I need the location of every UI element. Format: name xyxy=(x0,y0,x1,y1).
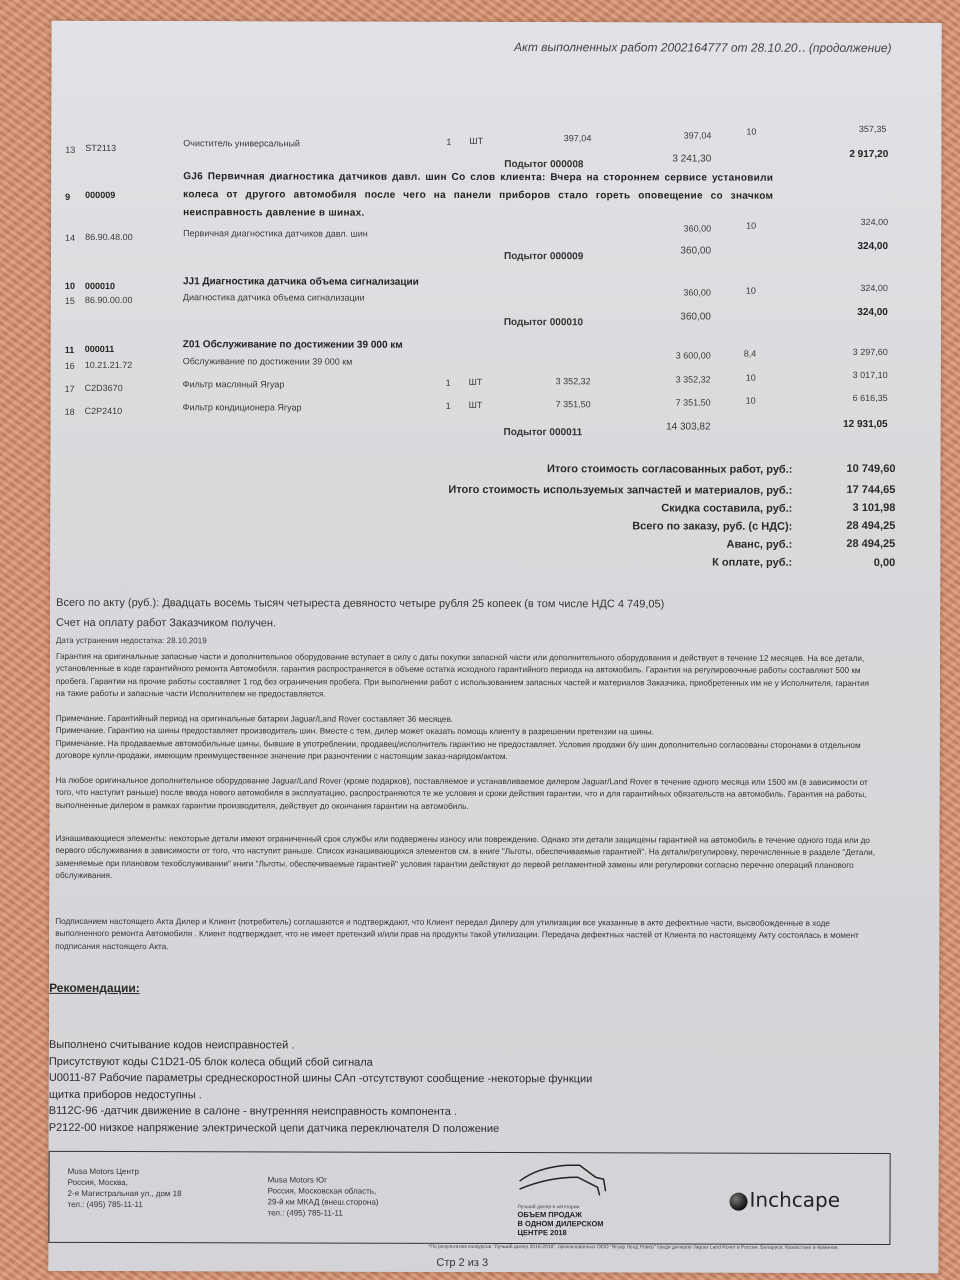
item-sum: 7 351,50 xyxy=(675,397,711,408)
total-value: 28 494,25 xyxy=(846,537,896,551)
item-qty: 1 xyxy=(446,136,452,147)
item-qty: 1 xyxy=(445,400,451,411)
service-number: 9 xyxy=(65,191,71,202)
footnote: *По результатам конкурсов "Лучший дилер 2016-2018", организованных ООО "Ягуар Ленд Ровер" среди дилеров Jaguar Land Rover в России, Беларуси, Казахстане и Армении. xyxy=(428,1243,839,1251)
total-value: 0,00 xyxy=(873,556,896,570)
branch-address: 29-й км МКАД (внеш.сторона) xyxy=(267,1197,379,1207)
disposal-paragraph: Подписанием настоящего Акта Дилер и Клиент (потребитель) соглашаются и подтверждают, что Клиент передал Дилеру для утилизации все указанные в акте дефектные части, высвобожденные в ходе выполненного ремонта Автомобиля . Клиент подтверждает, что не имеет претензий и/или прав на продукты такой утилизации. Передача дефектных частей от Клиента по настоящему Акту состоялась в момент подписания настоящего Акта. xyxy=(55,916,859,951)
branch-phone: тел.: (495) 785-11-11 xyxy=(267,1208,343,1218)
item-total: 324,00 xyxy=(860,282,888,294)
item-code: 86.90.48.00 xyxy=(85,231,133,243)
branch-name: Musa Motors Юг xyxy=(267,1175,328,1185)
item-unit: ШТ xyxy=(468,376,483,387)
item-sum: 397,04 xyxy=(683,130,712,141)
service-title: JJ1 Диагностика датчика объема сигнализации xyxy=(182,276,419,288)
total-label: Скидка составила, руб.: xyxy=(661,502,793,515)
item-discount: 8,4 xyxy=(743,348,757,359)
line-number: 18 xyxy=(64,406,75,417)
item-sum: 3 352,32 xyxy=(675,374,711,385)
item-total: 6 616,35 xyxy=(852,392,888,404)
subtotal-sum: 3 241,30 xyxy=(672,153,712,165)
total-value: 17 744,65 xyxy=(846,483,896,497)
subtotal-label: Подытог 000009 xyxy=(504,251,584,263)
total-label: Всего по заказу, руб. (с НДС): xyxy=(632,520,793,533)
item-name: Первичная диагностика датчиков давл. шин xyxy=(183,228,368,239)
service-code: 000011 xyxy=(84,343,115,355)
subtotal-sum: 14 303,82 xyxy=(666,421,711,433)
branch-address: 2-я Магистральная ул., дом 18 xyxy=(67,1188,182,1199)
service-code: 000009 xyxy=(85,189,116,201)
item-unit: ШТ xyxy=(468,399,483,410)
car-outline-icon xyxy=(518,1159,618,1199)
item-total: 3 017,10 xyxy=(852,369,888,381)
subtotal-sum: 360,00 xyxy=(680,311,711,323)
branch-address: Россия, Московская область, xyxy=(267,1186,377,1196)
subtotal-total: 324,00 xyxy=(857,306,888,319)
branch-center xyxy=(68,1166,182,1210)
subtotal-label: Подытог 000008 xyxy=(504,159,584,171)
award-text: ЦЕНТРЕ 2018 xyxy=(517,1228,567,1238)
service-code: 000010 xyxy=(84,280,116,292)
inchcape-logo xyxy=(730,1188,841,1212)
item-discount: 10 xyxy=(745,372,756,383)
total-label: Итого стоимость согласованных работ, руб.: xyxy=(546,463,793,476)
item-price: 7 351,50 xyxy=(555,399,591,410)
subtotal-label: Подытог 000010 xyxy=(503,317,584,329)
recommendation-line: B112C-96 -датчик движение в салоне - внутренняя неисправность компонента . xyxy=(48,1104,458,1118)
branch-address: Россия, Москва, xyxy=(67,1177,128,1188)
line-number: 17 xyxy=(64,383,75,394)
item-price: 3 352,32 xyxy=(555,376,591,387)
recommendation-line: P2122-00 низкое напряжение электрической цепи датчика переключателя D положение xyxy=(48,1121,500,1135)
award-caption: Лучший дилер в категории xyxy=(517,1204,580,1211)
recommendation-line: U0011-87 Рабочие параметры среднескоростной шины CAn -отсутствуют сообщение -некоторые функции щитка приборов недоступны . xyxy=(48,1071,593,1101)
subtotal-total: 12 931,05 xyxy=(843,418,888,431)
item-unit: ШТ xyxy=(469,135,484,146)
document-header: Акт выполненных работ 2002164777 от 28.10.20‥ (продолжение) xyxy=(514,40,892,56)
subtotal-total: 2 917,20 xyxy=(849,148,889,161)
item-price: 397,04 xyxy=(563,133,592,144)
branch-phone: тел.: (495) 785-11-11 xyxy=(67,1199,143,1210)
item-sum: 360,00 xyxy=(683,287,711,298)
item-discount: 10 xyxy=(746,126,757,137)
total-label: Итого стоимость используемых запчастей и материалов, руб.: xyxy=(448,483,793,497)
inchcape-globe-icon xyxy=(730,1192,748,1210)
award-logo xyxy=(517,1159,617,1237)
page-number: Стр 2 из 3 xyxy=(436,1256,489,1269)
fix-date: Дата устранения недостатка: 28.10.2019 xyxy=(56,635,207,646)
service-title: GJ6 Первичная диагностика датчиков давл. шин Со слов клиента: Вчера на стороннем сервисе установили колеса от другого автомобиля после чего на панели приборов стало гореть оповещение со значком неисправность давление в шинах. xyxy=(183,171,774,219)
item-code: ST2113 xyxy=(85,142,117,154)
total-label: Аванс, руб.: xyxy=(726,538,793,551)
total-value: 10 749,60 xyxy=(846,462,896,476)
item-code: C2P2410 xyxy=(84,405,123,417)
service-number: 11 xyxy=(64,344,75,355)
equipment-warranty-paragraph: На любое оригинальное дополнительное оборудование Jaguar/Land Rover (кроме подарков), поставляемое и устанавливаемое дилером Jaguar/Land Rover в течение одного месяца или 1500 км (в зависимости от того, что наступит раньше) после ввода нового автомобиля в эксплуатацию, распространяются те же условия и сроки действия гарантии, что и для гарантийных обязательств на автомобиль. Гарантия на работы, выполненные дилером в рамках гарантии производителя, действует до окончания гарантии на автомобиль. xyxy=(55,775,868,811)
brand-name: Inchcape xyxy=(749,1187,841,1212)
subtotal-sum: 360,00 xyxy=(680,245,712,257)
recommendation-line: Выполнено считывание кодов неисправностей . xyxy=(48,1038,295,1052)
subtotal-label: Подытог 000011 xyxy=(503,427,583,439)
item-name: Фильтр кондиционера Ягуар xyxy=(182,402,302,413)
branch-south xyxy=(268,1174,379,1218)
total-label: К оплате, руб.: xyxy=(712,556,793,569)
item-name: Фильтр масляный Ягуар xyxy=(182,379,285,390)
recommendation-line: Присутствуют коды C1D21-05 блок колеса общий сбой сигнала xyxy=(48,1055,373,1069)
footer-box xyxy=(48,1151,890,1245)
warranty-paragraph: Гарантия на оригинальные запасные части и дополнительное оборудование вступает в силу с даты покупки запасной части или дополнительного оборудования и действует в течение 12 месяцев. На все детали, установленные в ходе гарантийного ремонта Автомобиля, гарантия распространяется в объеме остатка исходного гарантийного периода на автомобиль. Гарантия на регулировочные работы составляют 500 км пробега. Гарантии на прочие работы составляет 1 год без ограничения пробега. При выполнении работ с использованием запасных частей и материалов Заказчика, приобретенных им не у Исполнителя, гарантия на такие работы и запасные части Исполнителем не предоставляется. xyxy=(55,651,870,699)
line-number: 15 xyxy=(64,295,75,306)
line-number: 13 xyxy=(65,144,76,155)
item-sum: 3 600,00 xyxy=(675,350,711,361)
item-discount: 10 xyxy=(746,220,757,231)
award-text: ОБЪЕМ ПРОДАЖ xyxy=(517,1210,582,1220)
item-code: 86.90.00.00 xyxy=(84,294,133,306)
line-number: 16 xyxy=(64,360,75,371)
item-sum: 360,00 xyxy=(683,223,712,234)
notes-paragraph: Примечание. Гарантийный период на оригинальные батареи Jaguar/Land Rover составляет 36 месяцев. Примечание. Гарантию на шины предоставляет производитель шин. Вместе с тем, дилер может оказать помощь клиенту в разрешении претензии на шины. Примечание. На продаваемые автомобильные шины, бывшие в употреблении, продавец/исполнитель гарантию не предоставляет. Условия продажи б/у шин дополнительно согласованы сторонами в отдельном договоре купли-продажи, имеющим преимущественное значение при разночтении с настоящим заказ-нарядом/актом. xyxy=(55,713,861,762)
line-number: 14 xyxy=(65,232,76,243)
recommendations-list xyxy=(49,1037,609,1137)
item-name: Очиститель универсальный xyxy=(183,138,300,149)
total-in-words: Всего по акту (руб.): Двадцать восемь тысяч четыреста девяносто четыре рубля 25 копеек (в том числе НДС 4 749,05) xyxy=(56,596,665,611)
item-total: 357,35 xyxy=(858,123,887,135)
item-total: 3 297,60 xyxy=(852,346,888,358)
service-title: Z01 Обслуживание по достижении 39 000 км xyxy=(182,339,403,351)
award-text: В ОДНОМ ДИЛЕРСКОМ xyxy=(517,1219,604,1229)
subtotal-total: 324,00 xyxy=(857,240,889,253)
item-name: Обслуживание по достижении 39 000 км xyxy=(182,356,353,367)
invoice-received-note: Счет на оплату работ Заказчиком получен. xyxy=(56,616,277,630)
total-value: 28 494,25 xyxy=(846,519,896,533)
item-total: 324,00 xyxy=(860,216,889,228)
item-code: 10.21.21.72 xyxy=(84,359,133,371)
item-discount: 10 xyxy=(745,285,756,296)
branch-name: Musa Motors Центр xyxy=(67,1166,139,1177)
item-discount: 10 xyxy=(745,395,756,406)
recommendations-title: Рекомендации: xyxy=(49,980,140,996)
item-code: C2D3670 xyxy=(84,382,123,394)
wear-parts-paragraph: Изнашивающиеся элементы: некоторые детали имеют ограниченный срок службы или подвержены износу или повреждению. Однако эти детали защищены гарантией на автомобиль в течение одного года или до первого обслуживания в зависимости от того, что наступит раньше. Список изнашивающихся элементов см. в книге "Льготы, обеспечиваемые гарантией". На детали/регулировку, перечисленные в разделе "Детали, заменяемые при плановом техобслуживании" книги "Льготы, обеспечиваемые гарантией" условия гарантии действуют до первой регламентной замены или регулировки согласно перечню операций планового обслуживания. xyxy=(55,833,876,881)
item-qty: 1 xyxy=(445,377,451,388)
total-value: 3 101,98 xyxy=(852,501,896,515)
document-page xyxy=(48,21,941,1273)
service-number: 10 xyxy=(64,280,75,291)
item-name: Диагностика датчика объема сигнализации xyxy=(182,292,365,303)
